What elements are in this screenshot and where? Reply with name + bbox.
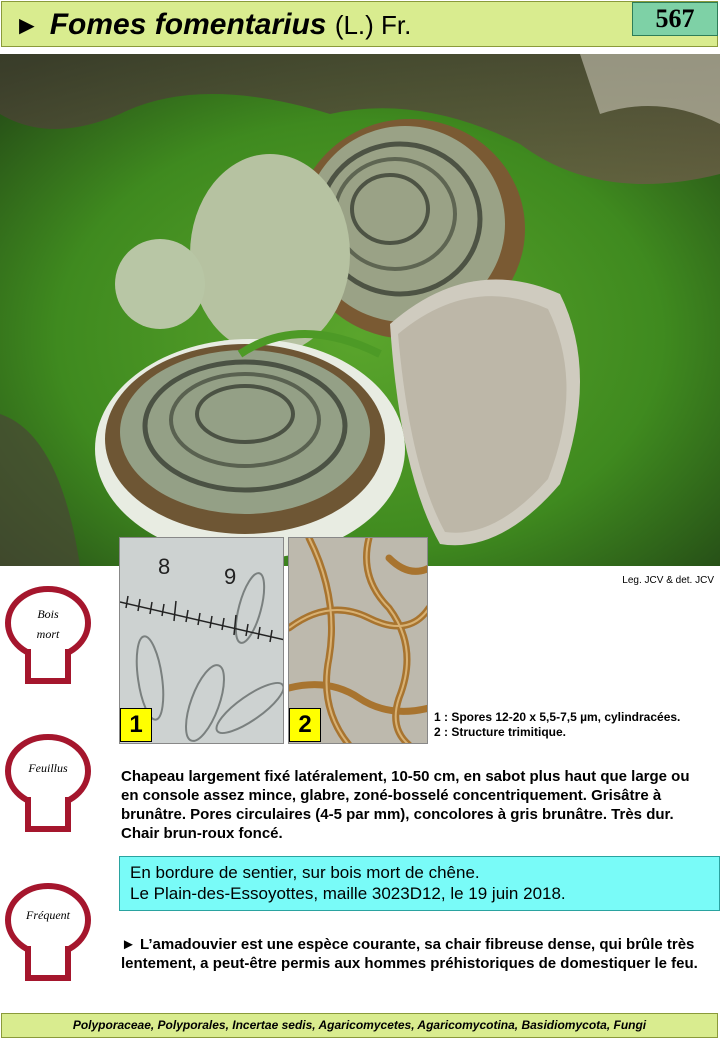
credit-text: Leg. JCV & det. JCV xyxy=(622,575,714,586)
note-text: ► L’amadouvier est une espèce courante, sa chair fibreuse dense, qui brûle très lentement, a peut-être permis aux hommes préhistoriques de domestiquer le feu. xyxy=(121,936,698,972)
habitat-line-2: Le Plain-des-Essoyottes, maille 3023D12, le 19 juin 2018. xyxy=(130,884,566,903)
micrograph-number-2: 2 xyxy=(289,708,321,742)
badge-label: Fréquent xyxy=(26,908,70,922)
micrograph-structure xyxy=(288,537,428,744)
scale-label-8: 8 xyxy=(158,554,171,579)
taxonomy-footer: Polyporaceae, Polyporales, Incertae sedis, Agaricomycetes, Agaricomycotina, Basidiomycota, Fungi xyxy=(1,1013,718,1038)
badge-label: mort xyxy=(36,627,60,641)
habitat-box xyxy=(119,856,720,911)
badge-label: Bois xyxy=(37,607,59,621)
arrow-icon: ► xyxy=(14,10,40,40)
species-name: Fomes fomentarius xyxy=(49,8,327,41)
caption-line-2: 2 : Structure trimitique. xyxy=(434,725,567,739)
sheet-number: 567 xyxy=(632,2,718,36)
micrograph-number-1: 1 xyxy=(120,708,152,742)
micrograph-captions xyxy=(434,710,680,740)
badge-host xyxy=(4,733,92,833)
mushroom-icon xyxy=(4,882,92,982)
badge-substrate xyxy=(4,585,92,685)
page-title xyxy=(14,8,411,42)
badge-label: Feuillus xyxy=(28,761,68,775)
badge-frequency xyxy=(4,882,92,982)
title-bar xyxy=(1,1,718,47)
mushroom-icon xyxy=(4,733,92,833)
species-author: (L.) Fr. xyxy=(334,10,412,40)
caption-line-1: 1 : Spores 12-20 x 5,5-7,5 µm, cylindracées. xyxy=(434,710,681,724)
main-photo xyxy=(0,54,720,566)
micrograph-spores xyxy=(119,537,284,744)
fungus-photo-icon xyxy=(0,54,720,566)
species-description: Chapeau largement fixé latéralement, 10-50 cm, en sabot plus haut que large ou en console assez mince, glabre, zoné-bosselé concentriquement. Grisâtre à brunâtre. Pores circulaires (4-5 par mm), concolores à gris brunâtre. Très dur. Chair brun-roux foncé. xyxy=(121,768,690,842)
scale-label-9: 9 xyxy=(224,564,237,589)
habitat-line-1: En bordure de sentier, sur bois mort de chêne. xyxy=(130,863,480,882)
